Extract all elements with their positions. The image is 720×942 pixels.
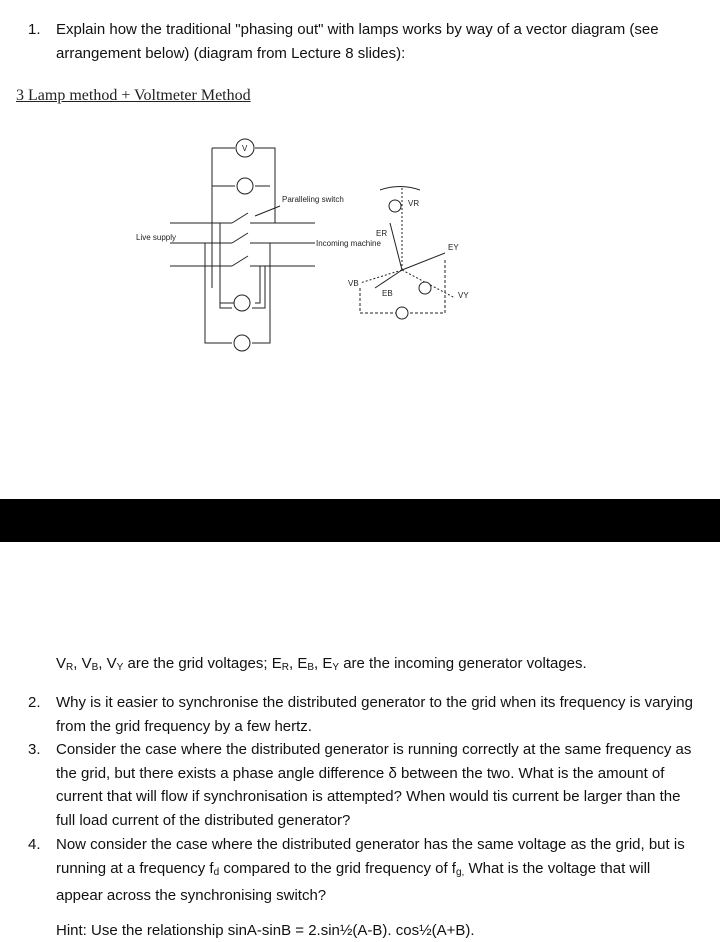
live-supply-label: Live supply <box>136 233 177 242</box>
lamp-2 <box>234 295 250 311</box>
vector-lamp-1 <box>389 200 401 212</box>
question-4 <box>28 833 698 908</box>
q4-text-a: Now consider the case where the distributed generator has the same voltage as the grid, but is running at a frequency f <box>56 836 685 877</box>
switch-blade-2 <box>232 233 248 243</box>
vector-er <box>390 223 402 270</box>
q4-sub-g: g, <box>455 866 465 878</box>
vector-lamp-2 <box>419 282 431 294</box>
redaction-bar <box>0 499 720 542</box>
switch-blade-3 <box>232 256 248 266</box>
legend-vy-sub: Y <box>116 662 124 673</box>
circuit-vector-diagram <box>120 128 500 358</box>
question-1-number: 1. <box>28 21 41 38</box>
legend-er-sub: R <box>281 662 289 673</box>
legend-vr-sub: R <box>66 662 74 673</box>
question-3-number: 3. <box>28 741 41 758</box>
q4-sub-d: d <box>213 866 220 878</box>
legend-gen-text: are the incoming generator voltages. <box>339 655 587 672</box>
vector-ey <box>402 253 445 270</box>
legend-vb: V <box>81 655 92 672</box>
eb-label: EB <box>382 289 393 298</box>
legend-eb-sub: B <box>307 662 315 673</box>
q4-text-b: compared to the grid frequency of f <box>219 859 456 877</box>
legend-er: E <box>271 655 282 672</box>
question-2-number: 2. <box>28 694 41 711</box>
question-2 <box>28 691 698 738</box>
legend-ey: E <box>322 655 333 672</box>
paralleling-switch-label: Paralleling switch <box>282 195 344 204</box>
incoming-machine-label: Incoming machine <box>316 239 381 248</box>
lamp-3 <box>234 335 250 351</box>
vr-label: VR <box>408 199 420 208</box>
question-3-text: Consider the case where the distributed generator is running correctly at the same frequency as the grid, but there exists a phase angle difference δ between the two. What is the amount of current that will flow if synchronisation is attempted? When would tis current be larger than the full load current of the distributed generator? <box>56 741 692 829</box>
legend-eb: E <box>297 655 308 672</box>
legend-grid-text: are the grid voltages; <box>123 655 272 672</box>
er-label: ER <box>376 229 388 238</box>
vy-label: VY <box>458 291 469 300</box>
question-4-text <box>56 833 698 908</box>
lamp-1 <box>237 178 253 194</box>
hint-text: Hint: Use the relationship sinA-sinB = 2.sin½(A-B). cos½(A+B). <box>56 922 475 939</box>
q4-text-c: What is the voltage that will appear across the synchronising switch? <box>56 859 651 904</box>
legend-vy: V <box>106 655 117 672</box>
legend-vb-sub: B <box>91 662 99 673</box>
question-3 <box>28 738 698 832</box>
legend-ey-sub: Y <box>332 662 340 673</box>
switch-pointer <box>255 206 280 216</box>
vector-eb <box>375 270 402 288</box>
question-1-text: Explain how the traditional "phasing out" with lamps works by way of a vector diagram (see arrangement below) (diagram from Lecture 8 slides): <box>56 21 659 62</box>
question-2-text: Why is it easier to synchronise the distributed generator to the grid when its frequency is varying from the grid frequency by a few hertz. <box>56 694 693 735</box>
vector-vb <box>360 270 402 283</box>
rotation-arc <box>380 187 420 191</box>
ey-label: EY <box>448 243 459 252</box>
vb-label: VB <box>348 279 359 288</box>
voltage-legend: $V_R$, $V_B$, $V_Y$ are the grid voltages; $E_R$, $E_B$, $E_Y$ are the incoming generator voltages. <box>56 655 587 673</box>
vector-lamp-3 <box>396 307 408 319</box>
voltmeter-label: V <box>242 144 248 153</box>
question-1 <box>28 18 698 65</box>
section-title: 3 Lamp method + Voltmeter Method <box>16 87 251 104</box>
legend-vr: V <box>56 655 67 672</box>
switch-blade-1 <box>232 213 248 223</box>
question-4-number: 4. <box>28 836 41 853</box>
